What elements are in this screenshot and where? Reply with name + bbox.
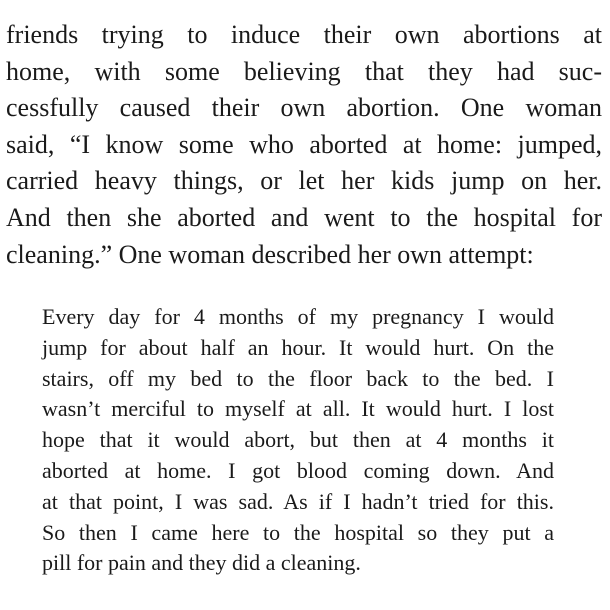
quote-line: jump for about half an hour. It would hurt. On the	[42, 334, 554, 360]
quote-line: pill for pain and they did a cleaning.	[42, 550, 361, 576]
body-line: carried heavy things, or let her kids jump on her.	[6, 166, 602, 196]
quote-line: hope that it would abort, but then at 4 months it	[42, 427, 554, 453]
quote-line: So then I came here to the hospital so they put a	[42, 519, 554, 545]
quote-line: stairs, off my bed to the floor back to the bed. I	[42, 365, 554, 391]
body-line: cessfully caused their own abortion. One woman	[6, 93, 602, 123]
quote-line: at that point, I was sad. As if I hadn’t tried for this.	[42, 488, 554, 514]
quote-line: aborted at home. I got blood coming down. And	[42, 457, 554, 483]
body-line: cleaning.” One woman described her own attempt:	[6, 239, 534, 269]
body-line: home, with some believing that they had suc-	[6, 56, 602, 86]
quote-line: Every day for 4 months of my pregnancy I would	[42, 304, 554, 329]
body-line: And then she aborted and went to the hospital for	[6, 202, 602, 232]
body-paragraph	[6, 17, 602, 273]
block-quote	[42, 302, 554, 579]
quote-line: wasn’t merciful to myself at all. It would hurt. I lost	[42, 396, 554, 422]
body-line: said, “I know some who aborted at home: jumped,	[6, 129, 602, 159]
body-line: friends trying to induce their own abortions at	[6, 20, 602, 49]
